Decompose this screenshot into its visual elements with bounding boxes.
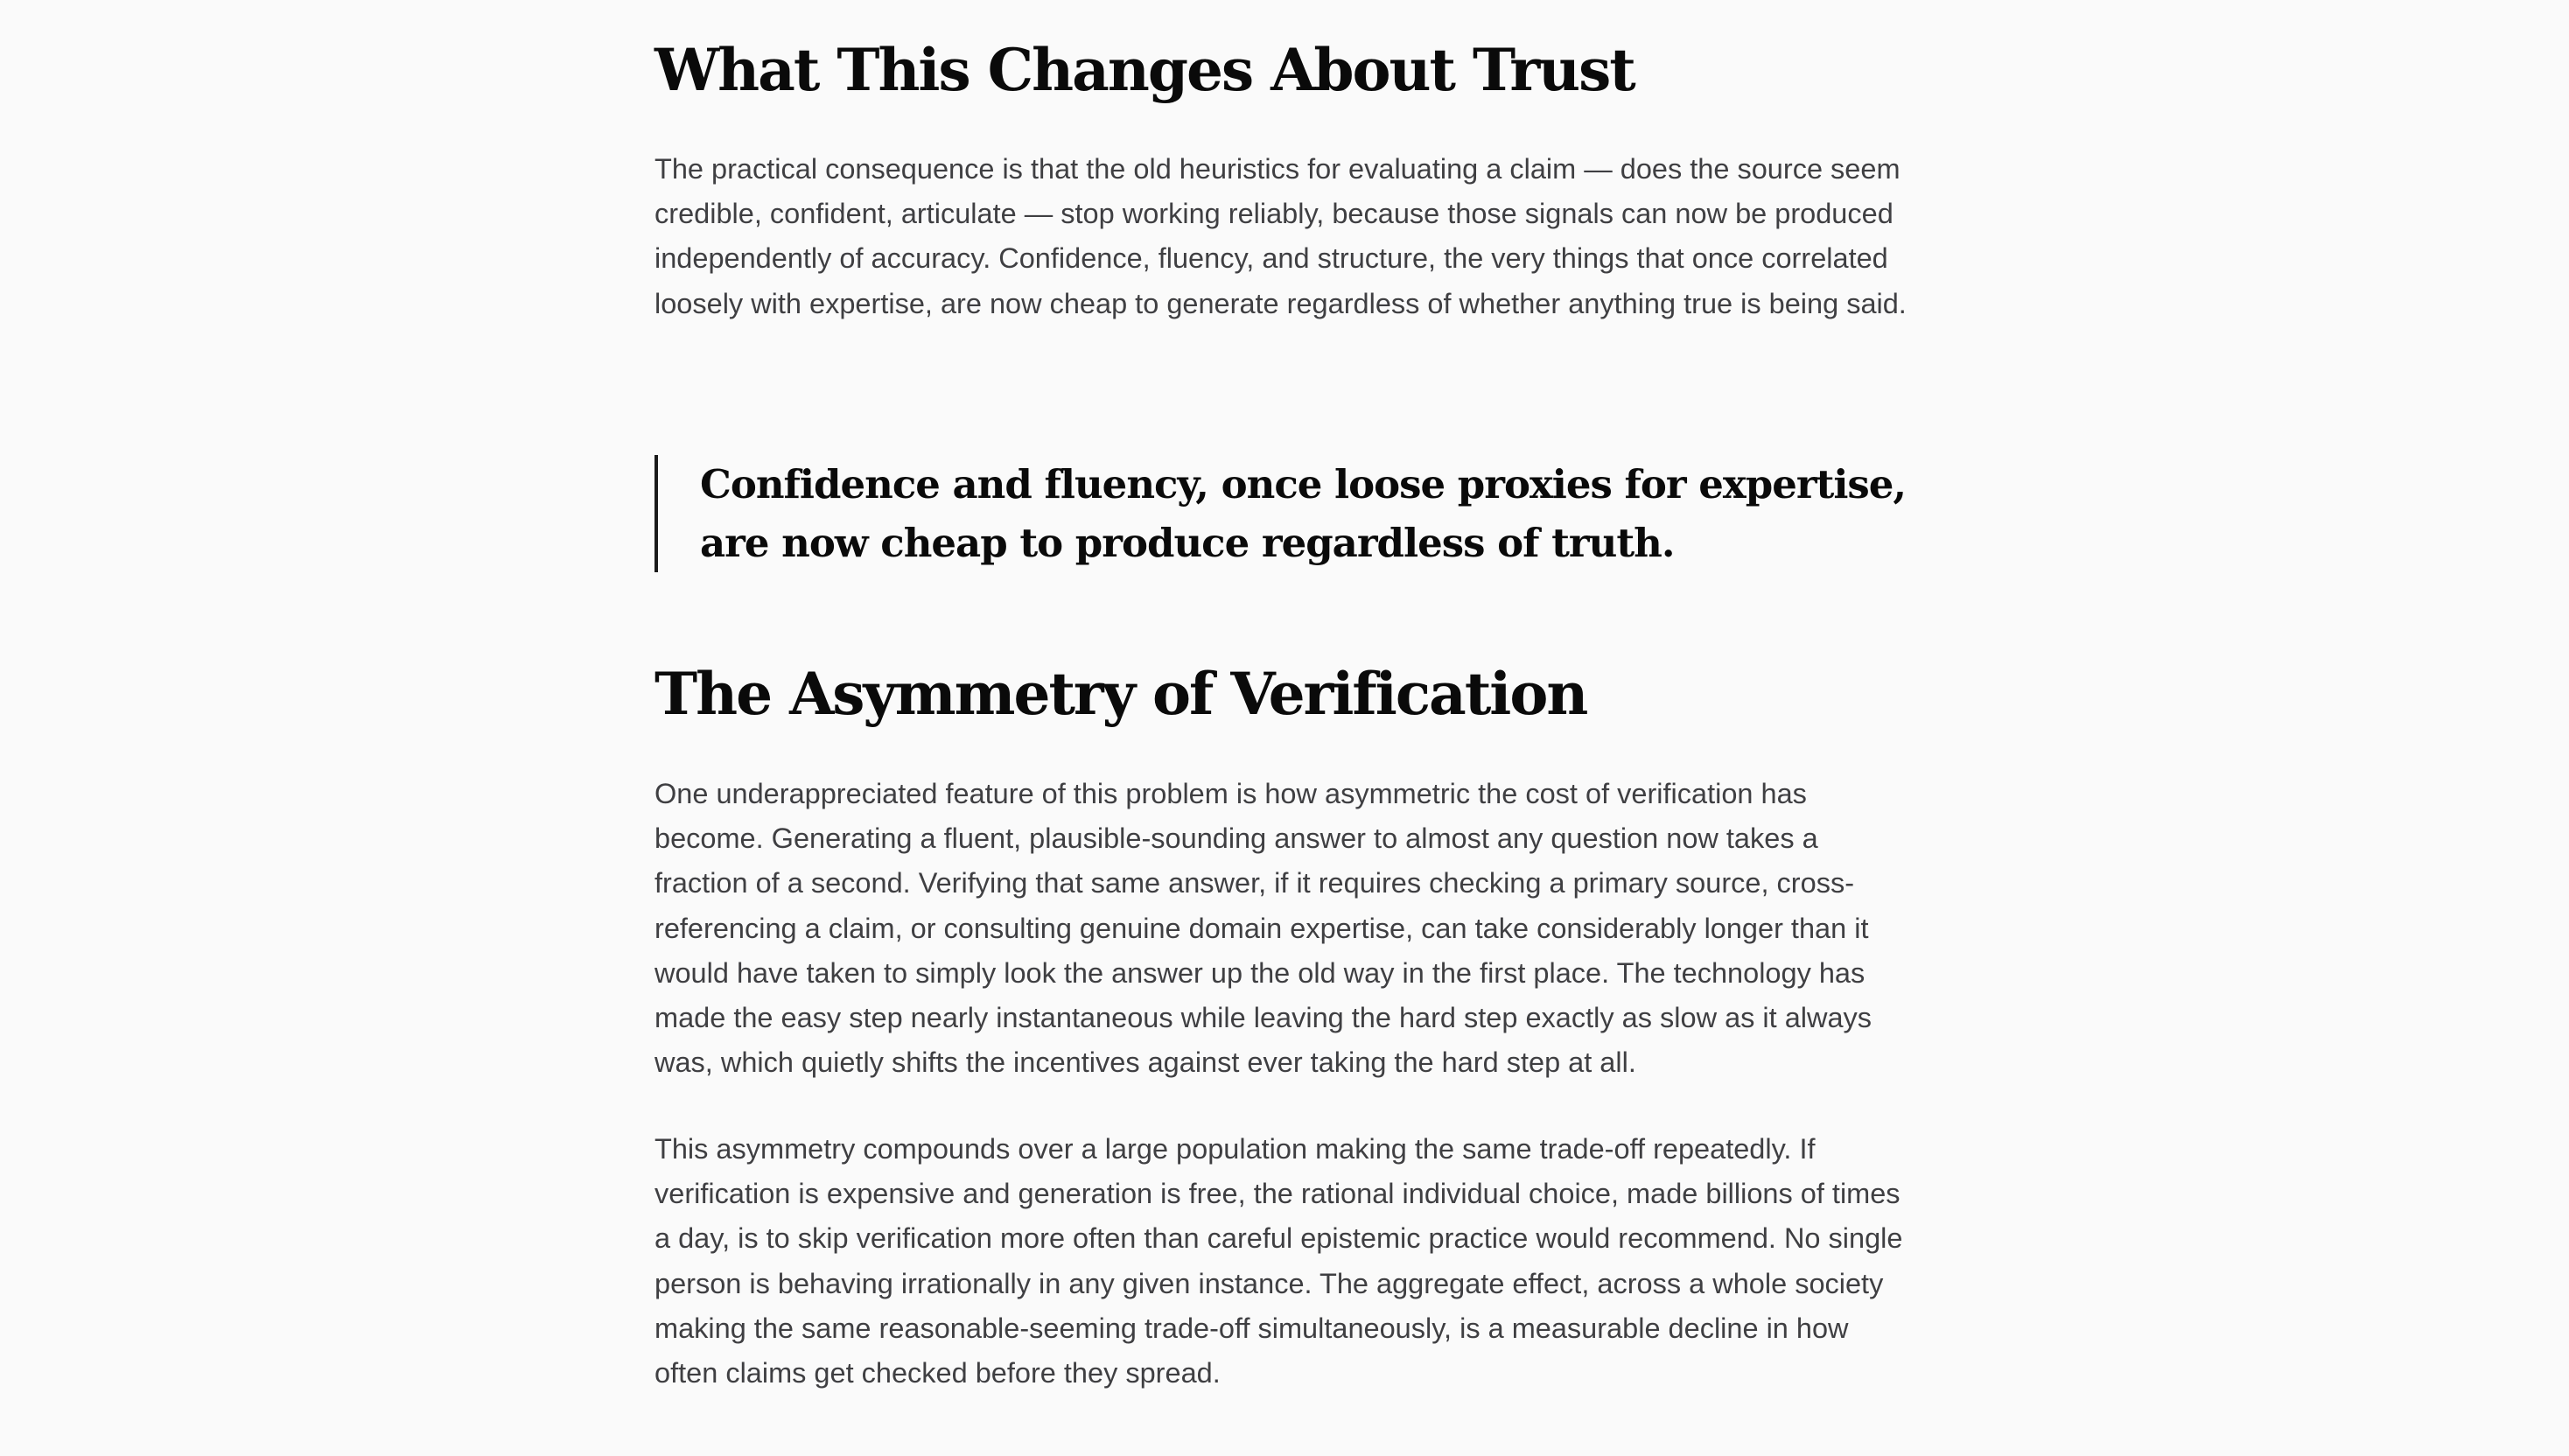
paragraph-asymmetry-1: One underappreciated feature of this problem is how asymmetric the cost of verification has become. Generating a fluent, plausible-sounding answer to almost any question now takes a fraction of a second. Verifying that same answer, if it requires checking a primary source, cross-referencing a claim, or consulting genuine domain expertise, can take considerably longer than it would have taken to simply look the answer up the old way in the first place. The technology has made the easy step nearly instantaneous while leaving the hard step exactly as slow as it always was, which quietly shifts the incentives against ever taking the hard step at all. [654, 778, 1872, 1079]
section-heading-asymmetry: The Asymmetry of Verification [654, 660, 1587, 728]
pull-quote [654, 455, 1914, 572]
pull-quote-text: Confidence and fluency, once loose proxies for expertise, are now cheap to produce regardless of truth. [700, 461, 1907, 566]
paragraph-asymmetry-2: This asymmetry compounds over a large population making the same trade-off repeatedly. If verification is expensive and generation is free, the rational individual choice, made billions of times a day, is to skip verification more often than careful epistemic practice would recommend. No single person is behaving irrationally in any given instance. The aggregate effect, across a whole society making the same reasonable-seeming trade-off simultaneously, is a measurable decline in how often claims get checked before they spread. [654, 1133, 1903, 1390]
section-heading-trust: What This Changes About Trust [654, 36, 1634, 104]
paragraph-trust: The practical consequence is that the old heuristics for evaluating a claim — does the source seem credible, confident, articulate — stop working reliably, because those signals can now be produced independently of accuracy. Confidence, fluency, and structure, the very things that once correlated loosely with expertise, are now cheap to generate regardless of whether anything true is being said. [654, 153, 1907, 319]
